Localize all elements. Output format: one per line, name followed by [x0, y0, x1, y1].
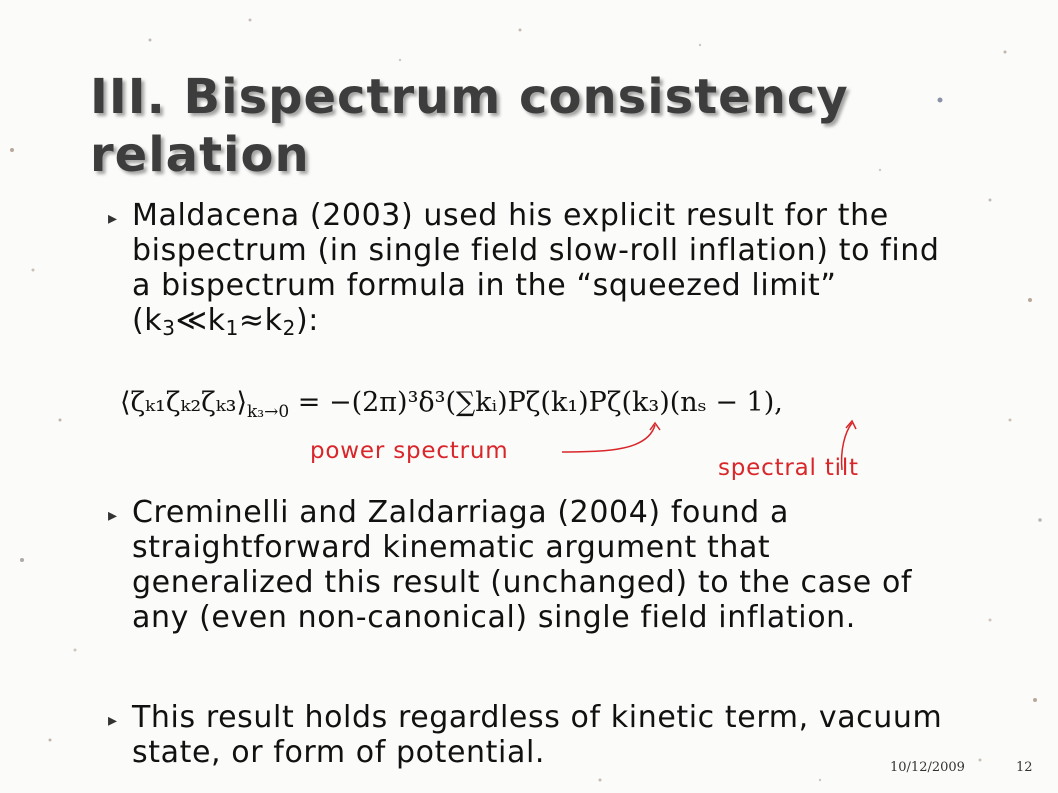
bullet-creminelli: [108, 495, 948, 635]
slide-number: 12: [1016, 760, 1033, 775]
bullet-text: Creminelli and Zaldarriaga (2004) found a straightforward kinematic argument that generalized this result (unchanged) to the case of any (even non-canonical) single field inflation.: [132, 495, 913, 635]
relation-symbol: ≪k: [175, 303, 226, 338]
subscript: 3: [162, 316, 176, 340]
equation-lhs-subscript: k₃→0: [246, 402, 290, 422]
equation-rhs: = −(2π)³δ³(∑kᵢ)Pζ(k₁)Pζ(k₃)(nₛ − 1),: [297, 387, 783, 418]
bullet-text-main: Maldacena (2003) used his explicit result for the bispectrum (in single field slow-roll inflation) to find a bispectrum formula in the “squeezed limit” (k: [132, 198, 940, 338]
bullet-marker-icon: ▸: [108, 710, 118, 731]
bullet-marker-icon: ▸: [108, 208, 118, 229]
footer-date: 10/12/2009: [890, 760, 965, 775]
bullet-marker-icon: ▸: [108, 505, 118, 526]
subscript: 2: [282, 316, 296, 340]
spectral-tilt-arrow: [842, 423, 852, 470]
power-spectrum-annotation: power spectrum: [310, 438, 509, 464]
power-spectrum-arrow: [562, 425, 655, 452]
bullet-text: This result holds regardless of kinetic term, vacuum state, or form of potential.: [132, 700, 943, 770]
relation-symbol: ≈k: [238, 303, 283, 338]
slide-title: III. Bispectrum consistency relation: [90, 69, 849, 183]
equation-lhs: ⟨ζₖ₁ζₖ₂ζₖ₃⟩: [120, 387, 247, 418]
bullet-text-end: ):: [295, 303, 319, 338]
subscript: 1: [225, 316, 239, 340]
spectral-tilt-annotation: spectral tilt: [718, 455, 859, 481]
bullet-regardless: [108, 700, 948, 770]
